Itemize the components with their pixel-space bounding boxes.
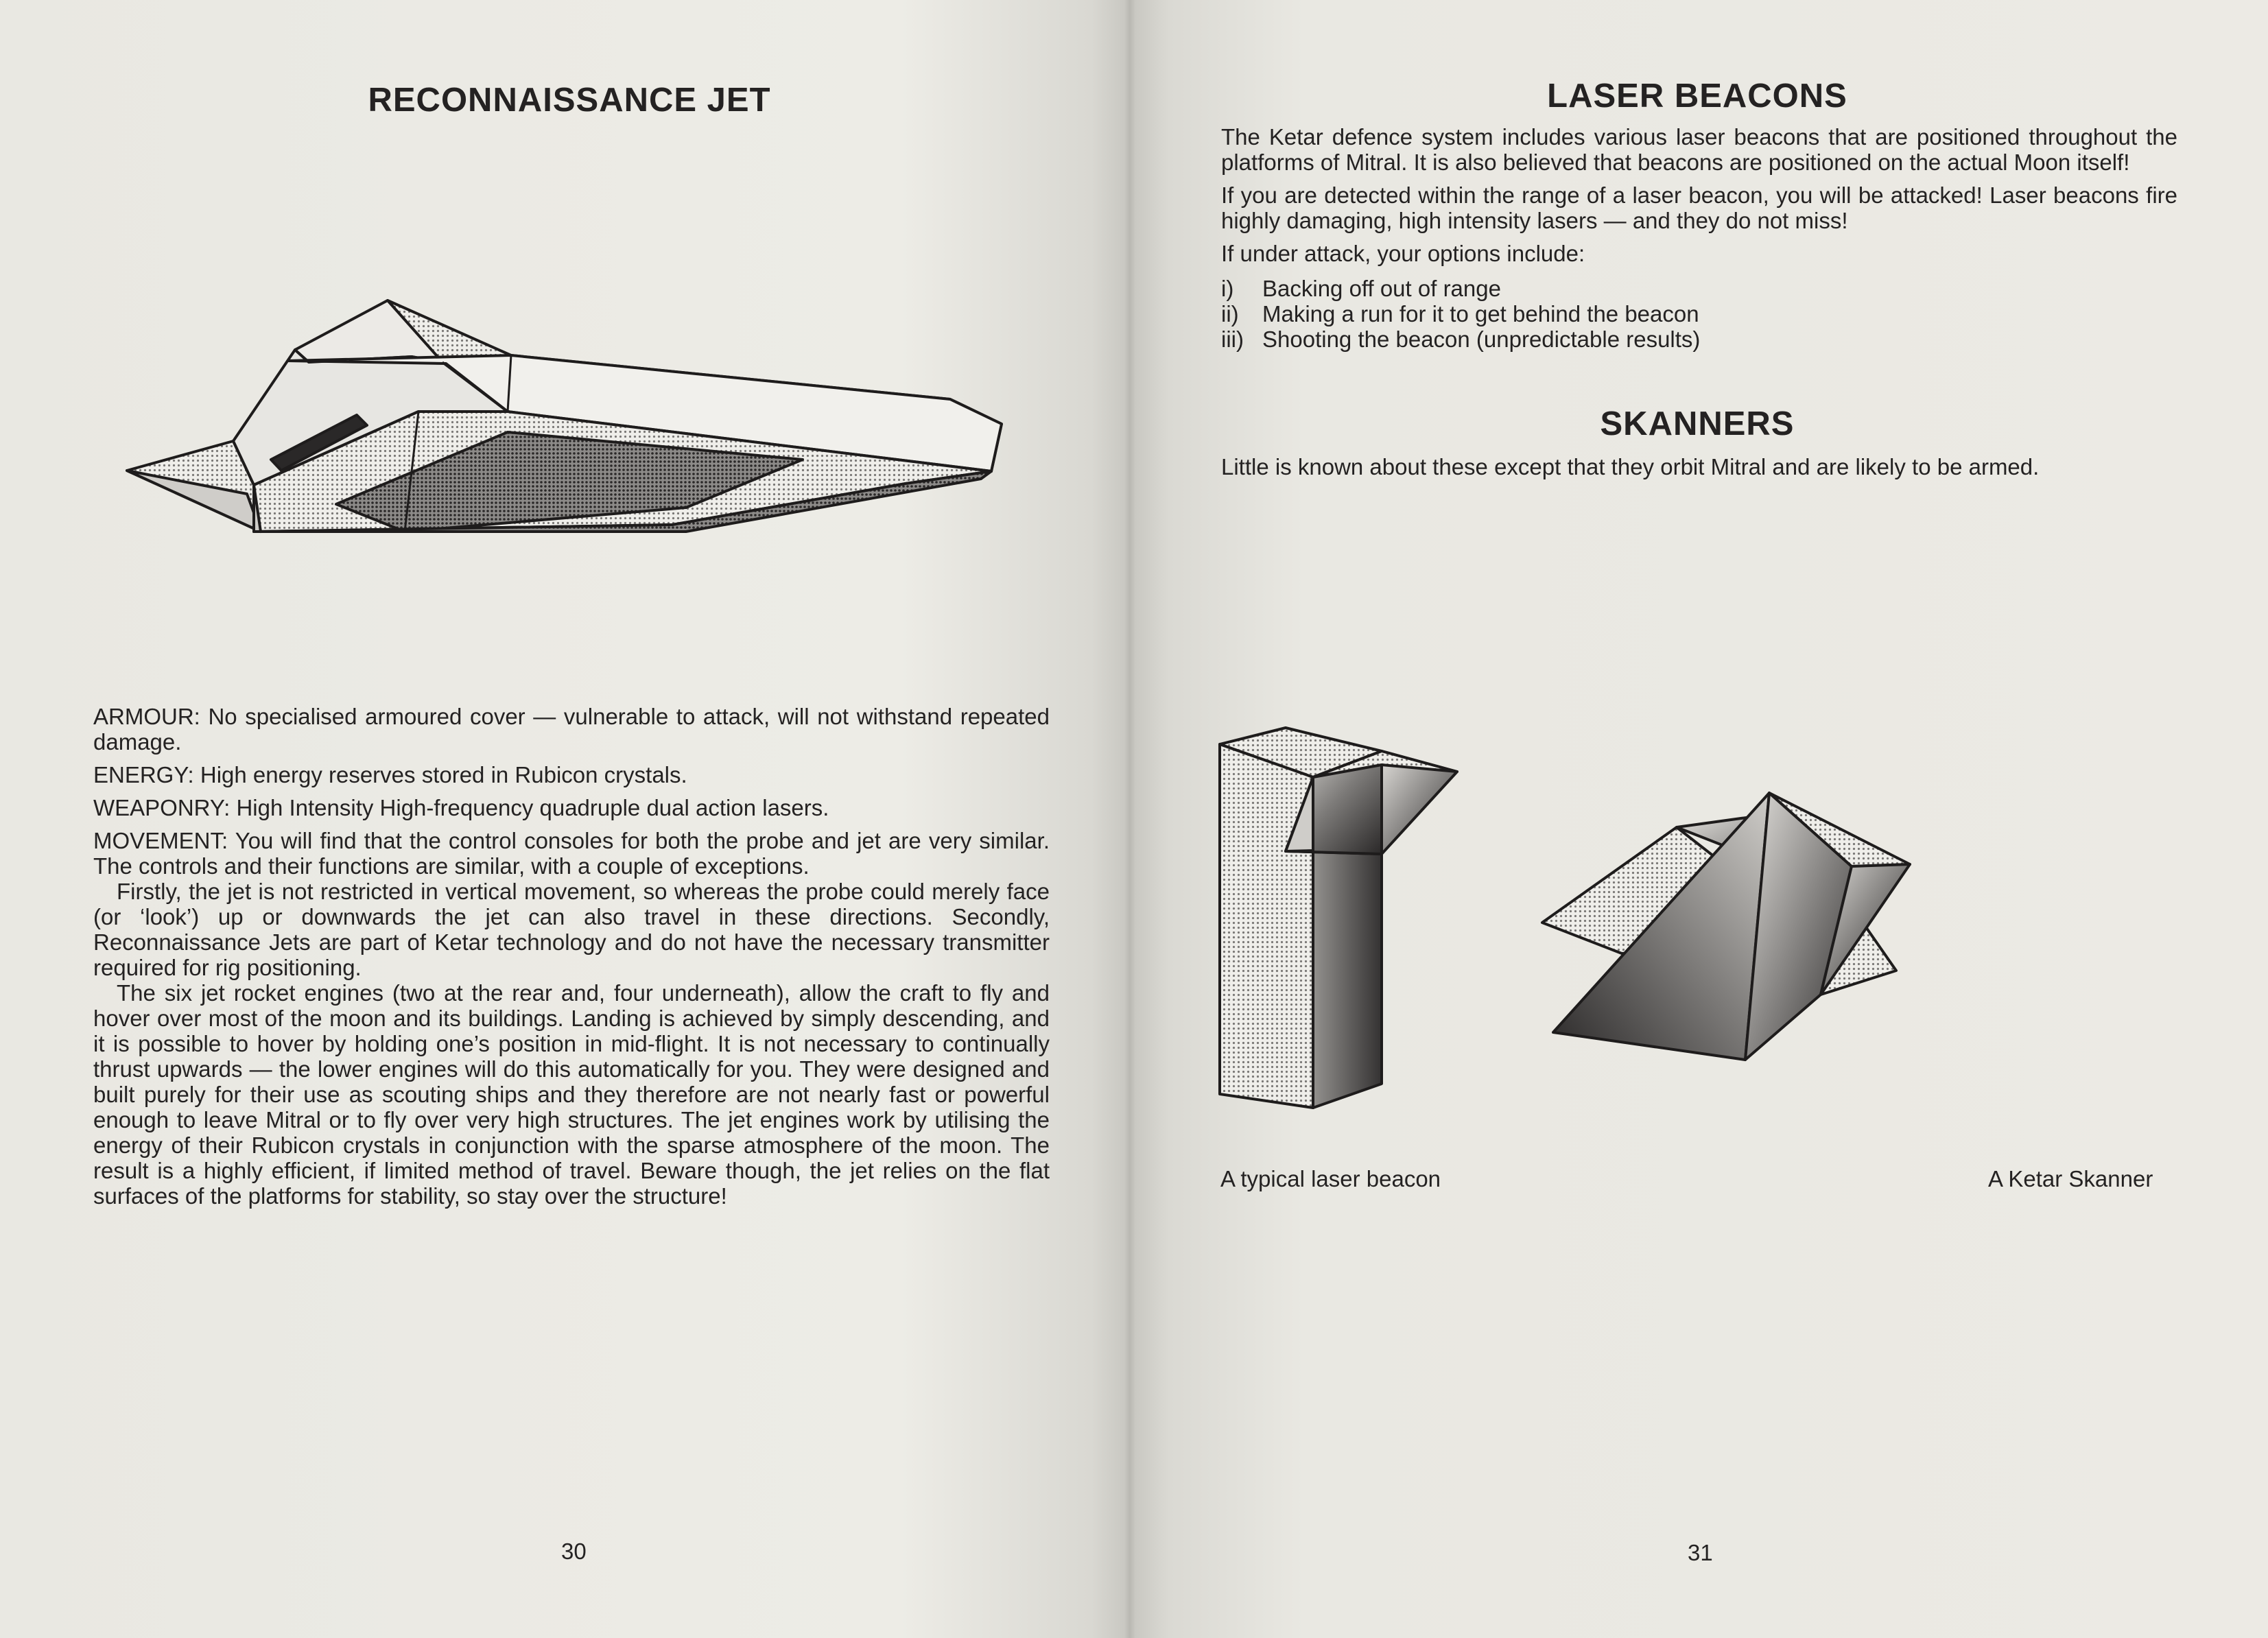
options-list (1221, 276, 2177, 352)
skanner-caption: A Ketar Skanner (1988, 1166, 2153, 1191)
page-title: RECONNAISSANCE JET (368, 82, 771, 119)
laser-beacon-illustration (1217, 724, 1464, 1121)
right-page (1135, 0, 2268, 1638)
page-number: 31 (1688, 1540, 1713, 1565)
list-item: iii) Shooting the beacon (unpredictable results) (1221, 327, 1701, 352)
movement-paragraph: MOVEMENT: You will find that the control consoles for both the probe and jet are very similar. The controls and their functions are similar, with a couple of exceptions. (93, 828, 1050, 879)
skanners-text: Little is known about these except that they orbit Mitral and are likely to be armed. (1221, 454, 2040, 479)
energy-paragraph: ENERGY: High energy reserves stored in Rubicon crystals. (93, 762, 687, 787)
engines-paragraph: The six jet rocket engines (two at the rear and, four underneath), allow the craft to fly and hover over most of the moon and its buildings. Landing is achieved by simply descending, and it is possible to hover by holding one’s position in mid-flight. It is not necessary to continually thrust upwards — the lower engines will do this automatically for you. They were designed and built purely for their use as scouting ships and they therefore are not nearly fast or powerful enough to leave Mitral or to fly over very high structures. The jet engines work by utilising the energy of their Rubicon crystals in conjunction with the sparse atmosphere of the moon. The result is a highly efficient, if limited method of travel. Beware though, the jet relies on the flat surfaces of the platforms for stability, so stay over the structure! (93, 980, 1050, 1209)
beacon-caption: A typical laser beacon (1220, 1166, 1441, 1191)
armour-paragraph: ARMOUR: No specialised armoured cover — vulnerable to attack, will not withstand repeated damage. (93, 704, 1050, 755)
firstly-paragraph: Firstly, the jet is not restricted in vertical movement, so whereas the probe could merely face (or ‘look’) up or downwards the jet can also travel in these directions. Secondly, Reconnaissance Jets are part of Ketar technology and do not have the necessary transmitter required for rig positioning. (93, 879, 1050, 980)
list-item: i) Backing off out of range (1221, 276, 1501, 301)
laser-beacons-text (1221, 124, 2177, 359)
list-item: ii) Making a run for it to get behind the beacon (1221, 301, 1699, 327)
weaponry-paragraph: WEAPONRY: High Intensity High-frequency quadruple dual action lasers. (93, 795, 829, 820)
options-intro: If under attack, your options include: (1221, 241, 1585, 266)
skanner-illustration (1539, 789, 1937, 1063)
reconnaissance-jet-illustration (123, 295, 1008, 542)
page-number: 30 (561, 1539, 587, 1564)
jet-description (93, 704, 1050, 1209)
detected-paragraph: If you are detected within the range of a laser beacon, you will be attacked! Laser beacons fire highly damaging, high intensity lasers — and they do not miss! (1221, 182, 2177, 233)
intro-paragraph: The Ketar defence system includes various laser beacons that are positioned throughout the platforms of Mitral. It is also believed that beacons are positioned on the actual Moon itself! (1221, 124, 2177, 175)
section-title: SKANNERS (1600, 405, 1795, 442)
left-page (0, 0, 1125, 1638)
page-title: LASER BEACONS (1547, 78, 1847, 115)
